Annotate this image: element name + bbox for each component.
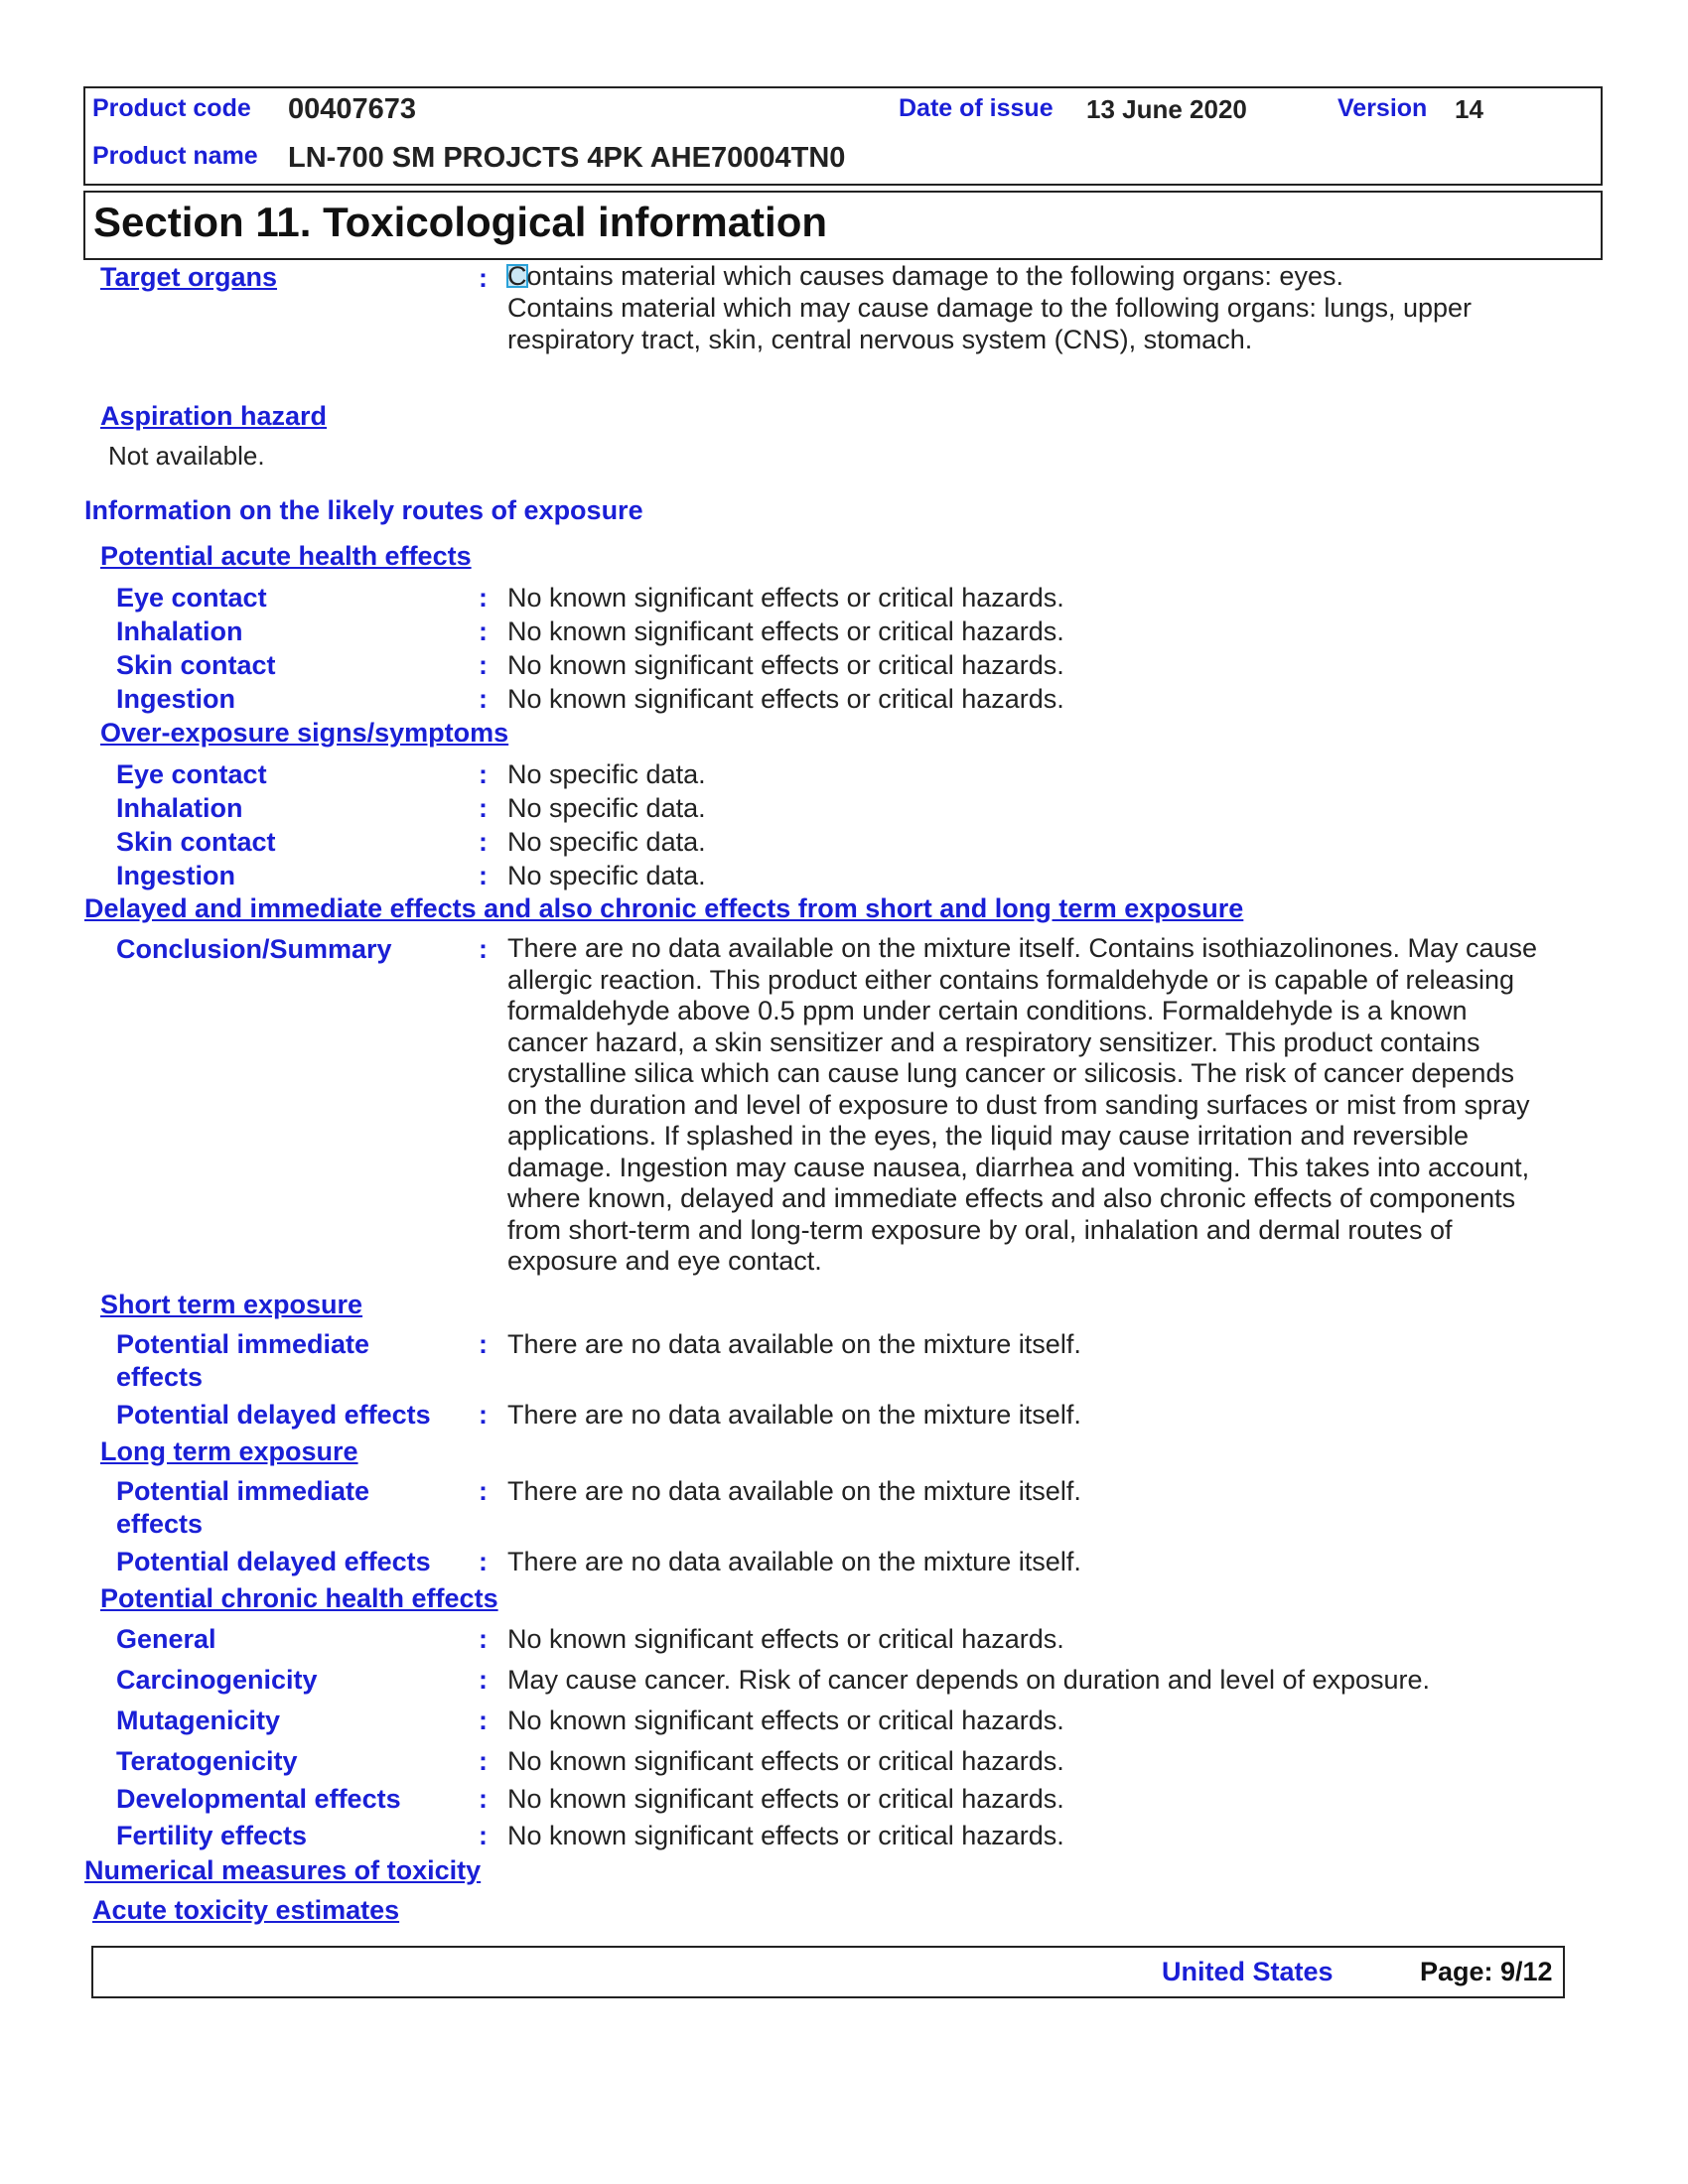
numerical-measures-heading[interactable]: Numerical measures of toxicity	[84, 1855, 482, 1885]
chronic-fertility-value: No known significant effects or critical hazards.	[507, 1821, 1064, 1850]
target-organs-line-1: Contains material which causes damage to the following organs: eyes.	[507, 261, 1343, 291]
chronic-teratogenicity-label: Teratogenicity	[116, 1746, 298, 1776]
colon: :	[479, 1706, 488, 1735]
acute-skin-contact-value: No known significant effects or critical hazards.	[507, 650, 1064, 680]
conclusion-line: damage. Ingestion may cause nausea, diarrhea and vomiting. This takes into account,	[507, 1152, 1530, 1182]
over-ingestion-value: No specific data.	[507, 861, 706, 890]
conclusion-summary-text	[507, 933, 1590, 1278]
long-term-delayed-label: Potential delayed effects	[116, 1547, 431, 1576]
acute-inhalation-value: No known significant effects or critical hazards.	[507, 616, 1064, 646]
acute-skin-contact-label: Skin contact	[116, 650, 276, 680]
conclusion-line: There are no data available on the mixture itself. Contains isothiazolinones. May cause	[507, 933, 1538, 963]
over-eye-contact-label: Eye contact	[116, 759, 267, 789]
chronic-effects-heading[interactable]: Potential chronic health effects	[100, 1583, 498, 1613]
section-title: Section 11. Toxicological information	[93, 199, 828, 245]
product-code-label: Product code	[92, 94, 251, 122]
delayed-effects-heading[interactable]: Delayed and immediate effects and also chronic effects from short and long term exposure	[84, 893, 1244, 923]
chronic-mutagenicity-value: No known significant effects or critical hazards.	[507, 1706, 1064, 1735]
chronic-fertility-label: Fertility effects	[116, 1821, 308, 1850]
conclusion-line: allergic reaction. This product either contains formaldehyde or is capable of releasing	[507, 964, 1515, 995]
short-term-delayed-label: Potential delayed effects	[116, 1400, 431, 1430]
chronic-developmental-value: No known significant effects or critical hazards.	[507, 1784, 1064, 1814]
acute-ingestion-label: Ingestion	[116, 684, 235, 714]
colon: :	[479, 1547, 488, 1576]
colon: :	[479, 583, 488, 613]
colon: :	[479, 1665, 488, 1695]
short-term-delayed-value: There are no data available on the mixture itself.	[507, 1400, 1081, 1430]
product-name: LN-700 SM PROJCTS 4PK AHE70004TN0	[288, 142, 846, 174]
overexposure-heading[interactable]: Over-exposure signs/symptoms	[100, 718, 509, 748]
colon: :	[479, 934, 488, 964]
colon: :	[479, 684, 488, 714]
colon: :	[479, 1784, 488, 1814]
acute-ingestion-value: No known significant effects or critical hazards.	[507, 684, 1064, 714]
over-eye-contact-value: No specific data.	[507, 759, 706, 789]
chronic-general-value: No known significant effects or critical hazards.	[507, 1624, 1064, 1654]
long-term-immediate-label	[116, 1475, 369, 1541]
chronic-carcinogenicity-label: Carcinogenicity	[116, 1665, 318, 1695]
target-organs-line-2: Contains material which may cause damage to the following organs: lungs, upper	[507, 293, 1473, 323]
chronic-teratogenicity-value: No known significant effects or critical hazards.	[507, 1746, 1064, 1776]
long-term-immediate-value: There are no data available on the mixture itself.	[507, 1476, 1081, 1506]
conclusion-line: where known, delayed and immediate effects and also chronic effects of components	[507, 1183, 1516, 1213]
conclusion-line: cancer hazard, a skin sensitizer and a respiratory sensitizer. This product contains	[507, 1026, 1480, 1057]
routes-of-exposure-heading: Information on the likely routes of exposure	[84, 495, 643, 525]
colon: :	[479, 861, 488, 890]
acute-eye-contact-value: No known significant effects or critical hazards.	[507, 583, 1064, 613]
over-inhalation-value: No specific data.	[507, 793, 706, 823]
version-label: Version	[1337, 94, 1428, 122]
conclusion-summary-label: Conclusion/Summary	[116, 934, 392, 964]
label-line: Potential immediate	[116, 1329, 370, 1359]
long-term-exposure-heading[interactable]: Long term exposure	[100, 1436, 358, 1466]
target-organs-line-3: respiratory tract, skin, central nervous system (CNS), stomach.	[507, 325, 1253, 354]
chronic-general-label: General	[116, 1624, 216, 1654]
conclusion-line: from short-term and long-term exposure by oral, inhalation and dermal routes of	[507, 1214, 1453, 1245]
colon: :	[479, 793, 488, 823]
chronic-mutagenicity-label: Mutagenicity	[116, 1706, 281, 1735]
colon: :	[479, 1821, 488, 1850]
conclusion-line: formaldehyde above 0.5 ppm under certain conditions. Formaldehyde is a known	[507, 996, 1468, 1025]
aspiration-hazard-value: Not available.	[108, 441, 265, 471]
colon: :	[479, 1329, 488, 1359]
acute-inhalation-label: Inhalation	[116, 616, 243, 646]
footer-box	[91, 1946, 1565, 1998]
aspiration-hazard-label[interactable]: Aspiration hazard	[100, 401, 328, 431]
colon: :	[479, 759, 488, 789]
footer-page-number: Page: 9/12	[1420, 1957, 1553, 1986]
colon: :	[479, 263, 488, 293]
over-skin-contact-value: No specific data.	[507, 827, 706, 857]
colon: :	[479, 1400, 488, 1430]
footer-country: United States	[1162, 1957, 1334, 1986]
conclusion-line: applications. If splashed in the eyes, the liquid may cause irritation and reversible	[507, 1121, 1470, 1151]
target-organs-label[interactable]: Target organs	[100, 262, 278, 292]
date-label: Date of issue	[899, 94, 1054, 122]
conclusion-line: crystalline silica which can cause lung cancer or silicosis. The risk of cancer depends	[507, 1058, 1514, 1088]
acute-eye-contact-label: Eye contact	[116, 583, 267, 613]
product-name-label: Product name	[92, 142, 258, 170]
conclusion-line: exposure and eye contact.	[507, 1246, 822, 1276]
colon: :	[479, 616, 488, 646]
label-line: Potential immediate	[116, 1476, 370, 1506]
acute-toxicity-estimates-heading[interactable]: Acute toxicity estimates	[92, 1895, 400, 1925]
colon: :	[479, 1476, 488, 1506]
over-inhalation-label: Inhalation	[116, 793, 243, 823]
short-term-exposure-heading[interactable]: Short term exposure	[100, 1290, 363, 1319]
short-term-immediate-label	[116, 1328, 369, 1394]
over-skin-contact-label: Skin contact	[116, 827, 276, 857]
long-term-delayed-value: There are no data available on the mixture itself.	[507, 1547, 1081, 1576]
conclusion-line: on the duration and level of exposure to dust from sanding surfaces or mist from spray	[507, 1089, 1530, 1120]
over-ingestion-label: Ingestion	[116, 861, 235, 890]
label-line: effects	[116, 1362, 204, 1392]
label-line: effects	[116, 1509, 204, 1539]
date-of-issue: 13 June 2020	[1086, 94, 1247, 124]
colon: :	[479, 650, 488, 680]
version: 14	[1455, 94, 1483, 124]
chronic-carcinogenicity-value: May cause cancer. Risk of cancer depends on duration and level of exposure.	[507, 1665, 1431, 1695]
colon: :	[479, 1624, 488, 1654]
short-term-immediate-value: There are no data available on the mixture itself.	[507, 1329, 1081, 1359]
colon: :	[479, 827, 488, 857]
acute-effects-heading[interactable]: Potential acute health effects	[100, 541, 472, 571]
colon: :	[479, 1746, 488, 1776]
product-code: 00407673	[288, 93, 417, 125]
chronic-developmental-label: Developmental effects	[116, 1784, 401, 1814]
